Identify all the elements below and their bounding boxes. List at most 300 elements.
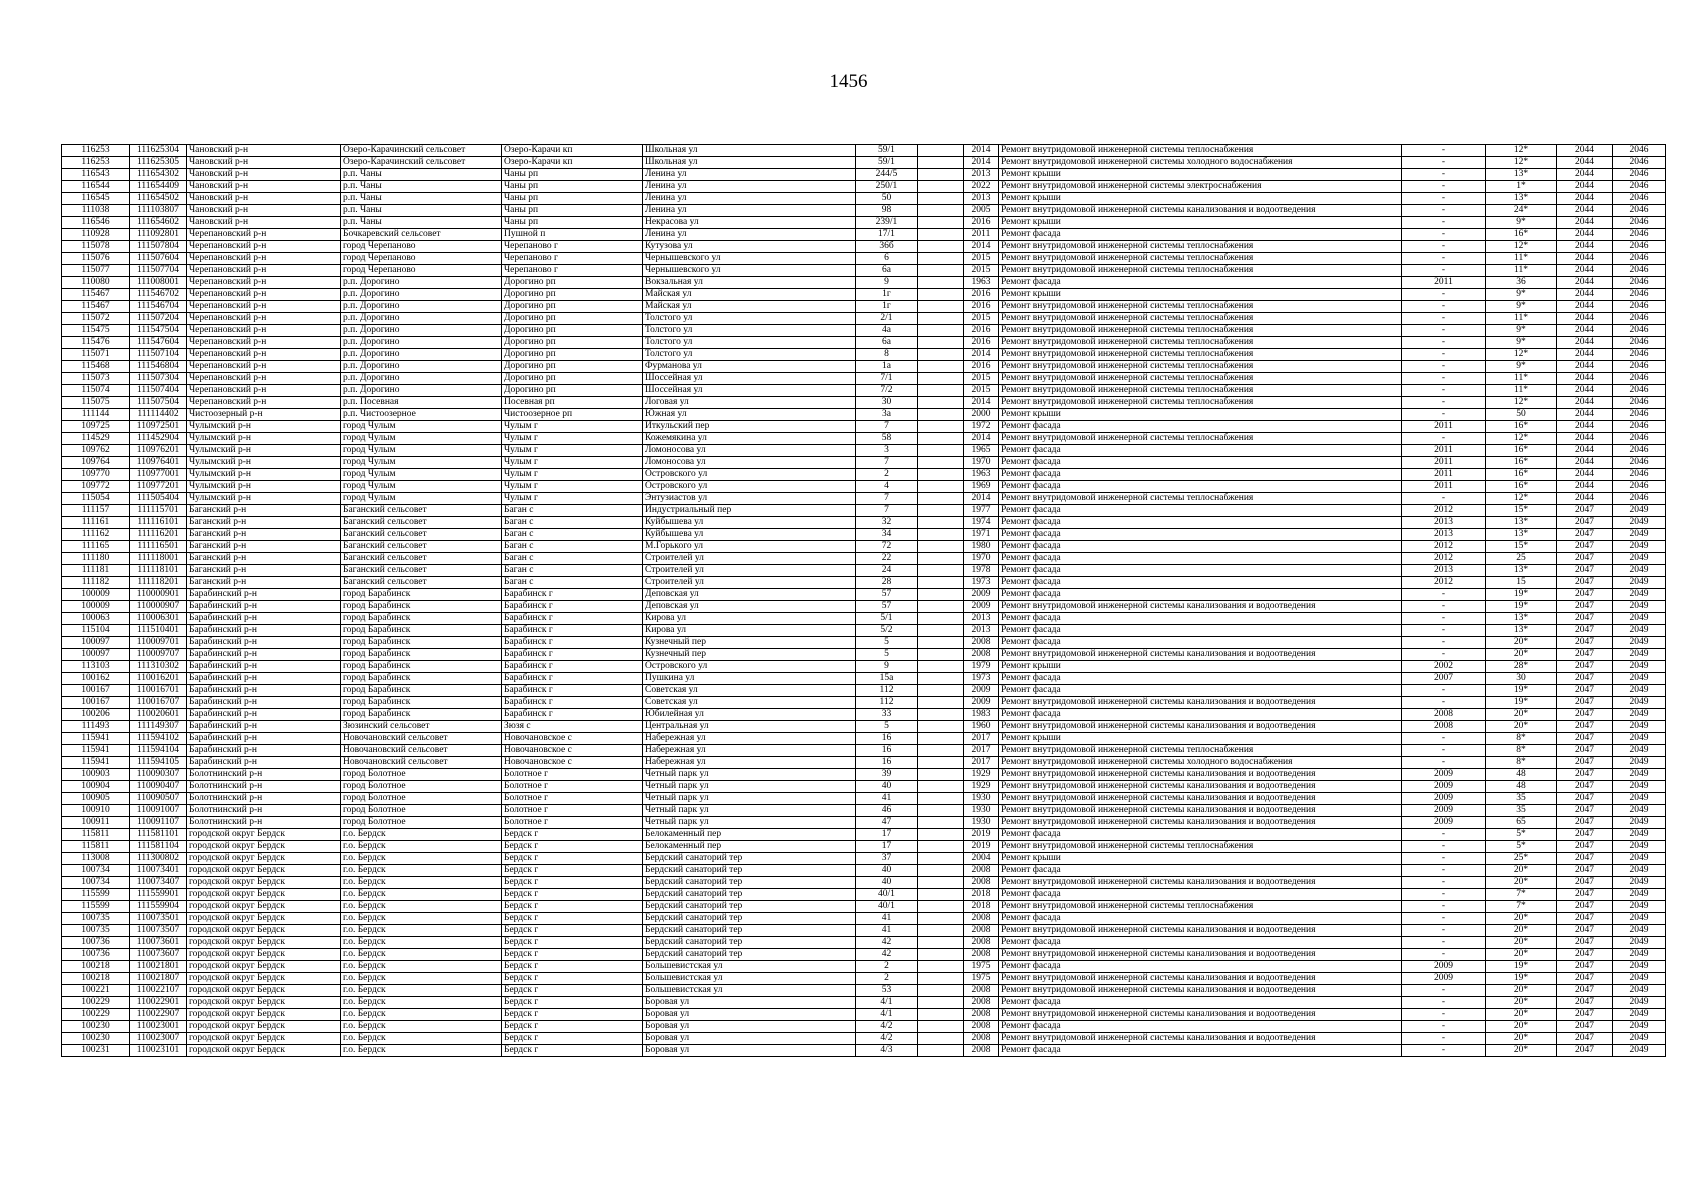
cell-work-type: Ремонт фасада [999, 529, 1402, 541]
cell-district: городской округ Бердск [187, 937, 341, 949]
cell-last-repair-year: - [1402, 361, 1486, 373]
cell-element-code: 110073407 [130, 877, 187, 889]
cell-start-year: 2044 [1557, 181, 1613, 193]
cell-wear: 11* [1486, 385, 1557, 397]
cell-work-type: Ремонт фасада [999, 913, 1402, 925]
cell-wear: 20* [1486, 925, 1557, 937]
cell-work-type: Ремонт внутридомовой инженерной системы канализования и водоотведения [999, 805, 1402, 817]
cell-wear: 16* [1486, 445, 1557, 457]
cell-wear: 1* [1486, 181, 1557, 193]
table-row [62, 385, 1666, 397]
cell-work-type: Ремонт фасада [999, 541, 1402, 553]
cell-end-year: 2046 [1613, 373, 1666, 385]
table-row [62, 745, 1666, 757]
cell-settlement: Барабинск г [502, 697, 643, 709]
cell-year: 2014 [964, 433, 999, 445]
cell-record-id: 110928 [62, 229, 130, 241]
cell-municipality: город Болотное [341, 769, 502, 781]
table-row [62, 853, 1666, 865]
cell-district: Баганский р-н [187, 529, 341, 541]
table-row [62, 505, 1666, 517]
cell-empty-column [918, 1009, 964, 1021]
cell-element-code: 111546804 [130, 361, 187, 373]
cell-last-repair-year: - [1402, 1021, 1486, 1033]
table-row [62, 793, 1666, 805]
cell-start-year: 2047 [1557, 541, 1613, 553]
cell-street: Большевистская ул [643, 973, 856, 985]
table-row [62, 193, 1666, 205]
cell-record-id: 100910 [62, 805, 130, 817]
cell-element-code: 111654602 [130, 217, 187, 229]
cell-district: Болотнинский р-н [187, 769, 341, 781]
cell-municipality: город Чулым [341, 433, 502, 445]
cell-end-year: 2049 [1613, 757, 1666, 769]
cell-street: Белокаменный пер [643, 829, 856, 841]
cell-empty-column [918, 241, 964, 253]
cell-work-type: Ремонт фасада [999, 1021, 1402, 1033]
table-row [62, 841, 1666, 853]
cell-element-code: 110023101 [130, 1045, 187, 1057]
cell-wear: 13* [1486, 529, 1557, 541]
cell-end-year: 2046 [1613, 193, 1666, 205]
cell-year: 1975 [964, 961, 999, 973]
cell-end-year: 2049 [1613, 673, 1666, 685]
cell-start-year: 2044 [1557, 397, 1613, 409]
cell-municipality: р.п. Чаны [341, 205, 502, 217]
cell-year: 2014 [964, 349, 999, 361]
cell-start-year: 2047 [1557, 697, 1613, 709]
cell-last-repair-year: - [1402, 301, 1486, 313]
cell-year: 2015 [964, 385, 999, 397]
cell-wear: 36 [1486, 277, 1557, 289]
cell-work-type: Ремонт фасада [999, 553, 1402, 565]
cell-empty-column [918, 661, 964, 673]
cell-house-number: 5 [856, 637, 918, 649]
cell-work-type: Ремонт внутридомовой инженерной системы канализования и водоотведения [999, 769, 1402, 781]
cell-year: 1977 [964, 505, 999, 517]
cell-house-number: 58 [856, 433, 918, 445]
cell-street: Индустриальный пер [643, 505, 856, 517]
cell-last-repair-year: - [1402, 853, 1486, 865]
cell-record-id: 100911 [62, 817, 130, 829]
cell-work-type: Ремонт фасада [999, 865, 1402, 877]
cell-work-type: Ремонт внутридомовой инженерной системы канализования и водоотведения [999, 697, 1402, 709]
cell-street: Деповская ул [643, 589, 856, 601]
cell-municipality: город Болотное [341, 817, 502, 829]
cell-last-repair-year: - [1402, 589, 1486, 601]
cell-record-id: 100097 [62, 637, 130, 649]
cell-municipality: р.п. Дорогино [341, 361, 502, 373]
cell-settlement: Новочановское с [502, 745, 643, 757]
cell-house-number: 7 [856, 505, 918, 517]
cell-municipality: город Барабинск [341, 625, 502, 637]
cell-empty-column [918, 553, 964, 565]
cell-work-type: Ремонт внутридомовой инженерной системы теплоснабжения [999, 325, 1402, 337]
cell-record-id: 115075 [62, 397, 130, 409]
cell-start-year: 2047 [1557, 805, 1613, 817]
cell-street: Кирова ул [643, 613, 856, 625]
cell-settlement: Болотное г [502, 805, 643, 817]
cell-start-year: 2047 [1557, 721, 1613, 733]
cell-municipality: город Черепаново [341, 253, 502, 265]
cell-street: Боровая ул [643, 997, 856, 1009]
cell-year: 2014 [964, 493, 999, 505]
cell-settlement: Черепаново г [502, 253, 643, 265]
cell-work-type: Ремонт внутридомовой инженерной системы канализования и водоотведения [999, 1033, 1402, 1045]
cell-wear: 11* [1486, 313, 1557, 325]
cell-wear: 13* [1486, 169, 1557, 181]
cell-year: 1974 [964, 517, 999, 529]
cell-empty-column [918, 841, 964, 853]
cell-end-year: 2049 [1613, 865, 1666, 877]
cell-record-id: 111144 [62, 409, 130, 421]
cell-empty-column [918, 673, 964, 685]
cell-work-type: Ремонт внутридомовой инженерной системы теплоснабжения [999, 361, 1402, 373]
cell-street: Толстого ул [643, 313, 856, 325]
cell-end-year: 2049 [1613, 733, 1666, 745]
cell-house-number: 6а [856, 337, 918, 349]
cell-empty-column [918, 853, 964, 865]
cell-municipality: Зюзинский сельсовет [341, 721, 502, 733]
cell-house-number: 1г [856, 301, 918, 313]
cell-empty-column [918, 733, 964, 745]
cell-settlement: Черепаново г [502, 265, 643, 277]
cell-wear: 9* [1486, 217, 1557, 229]
cell-house-number: 5 [856, 721, 918, 733]
cell-work-type: Ремонт внутридомовой инженерной системы теплоснабжения [999, 253, 1402, 265]
cell-work-type: Ремонт фасада [999, 709, 1402, 721]
cell-element-code: 110020601 [130, 709, 187, 721]
cell-municipality: г.о. Бердск [341, 997, 502, 1009]
cell-district: Чановский р-н [187, 169, 341, 181]
cell-record-id: 100229 [62, 1009, 130, 1021]
cell-last-repair-year: 2012 [1402, 577, 1486, 589]
cell-wear: 15* [1486, 541, 1557, 553]
cell-district: городской округ Бердск [187, 985, 341, 997]
cell-last-repair-year: - [1402, 601, 1486, 613]
cell-last-repair-year: 2008 [1402, 721, 1486, 733]
cell-element-code: 110073607 [130, 949, 187, 961]
cell-settlement: Баган с [502, 577, 643, 589]
cell-municipality: г.о. Бердск [341, 853, 502, 865]
cell-start-year: 2047 [1557, 973, 1613, 985]
cell-year: 2011 [964, 229, 999, 241]
cell-start-year: 2044 [1557, 241, 1613, 253]
cell-settlement: Бердск г [502, 937, 643, 949]
cell-year: 2009 [964, 697, 999, 709]
cell-district: городской округ Бердск [187, 961, 341, 973]
cell-street: Бердский санаторий тер [643, 853, 856, 865]
cell-wear: 12* [1486, 433, 1557, 445]
cell-end-year: 2046 [1613, 289, 1666, 301]
cell-house-number: 41 [856, 793, 918, 805]
cell-street: Строителей ул [643, 565, 856, 577]
cell-municipality: г.о. Бердск [341, 829, 502, 841]
cell-element-code: 110976401 [130, 457, 187, 469]
cell-street: Строителей ул [643, 553, 856, 565]
cell-municipality: город Чулым [341, 457, 502, 469]
cell-empty-column [918, 481, 964, 493]
cell-street: Шоссейная ул [643, 373, 856, 385]
cell-street: Боровая ул [643, 1021, 856, 1033]
cell-street: Четный парк ул [643, 817, 856, 829]
cell-settlement: Барабинск г [502, 661, 643, 673]
cell-house-number: 40/1 [856, 901, 918, 913]
cell-start-year: 2044 [1557, 373, 1613, 385]
cell-year: 1963 [964, 469, 999, 481]
cell-end-year: 2049 [1613, 793, 1666, 805]
cell-element-code: 111116101 [130, 517, 187, 529]
cell-municipality: р.п. Дорогино [341, 349, 502, 361]
cell-municipality: город Чулым [341, 481, 502, 493]
cell-element-code: 111092801 [130, 229, 187, 241]
table-row [62, 949, 1666, 961]
cell-record-id: 115468 [62, 361, 130, 373]
cell-district: Черепановский р-н [187, 301, 341, 313]
cell-empty-column [918, 313, 964, 325]
cell-empty-column [918, 925, 964, 937]
cell-start-year: 2044 [1557, 193, 1613, 205]
cell-district: Черепановский р-н [187, 349, 341, 361]
cell-work-type: Ремонт крыши [999, 289, 1402, 301]
cell-year: 2014 [964, 397, 999, 409]
cell-wear: 16* [1486, 229, 1557, 241]
cell-district: городской округ Бердск [187, 1009, 341, 1021]
cell-district: Чулымский р-н [187, 469, 341, 481]
cell-wear: 20* [1486, 865, 1557, 877]
cell-end-year: 2049 [1613, 721, 1666, 733]
cell-last-repair-year: 2013 [1402, 529, 1486, 541]
cell-work-type: Ремонт внутридомовой инженерной системы холодного водоснабжения [999, 757, 1402, 769]
table-row [62, 877, 1666, 889]
cell-district: Чулымский р-н [187, 493, 341, 505]
cell-start-year: 2047 [1557, 877, 1613, 889]
cell-street: Набережная ул [643, 733, 856, 745]
cell-district: Чулымский р-н [187, 481, 341, 493]
cell-settlement: Дорогино рп [502, 337, 643, 349]
cell-record-id: 113103 [62, 661, 130, 673]
cell-empty-column [918, 865, 964, 877]
cell-element-code: 111547604 [130, 337, 187, 349]
cell-work-type: Ремонт внутридомовой инженерной системы теплоснабжения [999, 397, 1402, 409]
cell-end-year: 2049 [1613, 769, 1666, 781]
cell-year: 2016 [964, 217, 999, 229]
cell-municipality: г.о. Бердск [341, 961, 502, 973]
cell-work-type: Ремонт фасада [999, 445, 1402, 457]
cell-element-code: 111546704 [130, 301, 187, 313]
cell-district: Чулымский р-н [187, 445, 341, 457]
cell-wear: 5* [1486, 841, 1557, 853]
cell-municipality: р.п. Чаны [341, 217, 502, 229]
table-row [62, 337, 1666, 349]
cell-municipality: город Чулым [341, 469, 502, 481]
table-row [62, 829, 1666, 841]
cell-house-number: 17 [856, 841, 918, 853]
cell-work-type: Ремонт фасада [999, 997, 1402, 1009]
cell-district: городской округ Бердск [187, 1021, 341, 1033]
cell-record-id: 111038 [62, 205, 130, 217]
cell-district: Болотнинский р-н [187, 805, 341, 817]
cell-element-code: 111118101 [130, 565, 187, 577]
table-row [62, 961, 1666, 973]
cell-district: городской округ Бердск [187, 829, 341, 841]
cell-house-number: 22 [856, 553, 918, 565]
cell-wear: 8* [1486, 745, 1557, 757]
cell-settlement: Дорогино рп [502, 313, 643, 325]
cell-last-repair-year: 2011 [1402, 421, 1486, 433]
cell-element-code: 110016701 [130, 685, 187, 697]
cell-district: Баганский р-н [187, 565, 341, 577]
cell-year: 2016 [964, 337, 999, 349]
cell-record-id: 100904 [62, 781, 130, 793]
cell-record-id: 100734 [62, 877, 130, 889]
table-row [62, 217, 1666, 229]
cell-work-type: Ремонт внутридомовой инженерной системы теплоснабжения [999, 241, 1402, 253]
cell-last-repair-year: 2011 [1402, 469, 1486, 481]
cell-work-type: Ремонт внутридомовой инженерной системы канализования и водоотведения [999, 205, 1402, 217]
cell-start-year: 2044 [1557, 265, 1613, 277]
cell-work-type: Ремонт внутридомовой инженерной системы теплоснабжения [999, 265, 1402, 277]
cell-settlement: Зюзя с [502, 721, 643, 733]
cell-settlement: Барабинск г [502, 673, 643, 685]
cell-start-year: 2044 [1557, 445, 1613, 457]
cell-municipality: город Болотное [341, 781, 502, 793]
cell-street: Деповская ул [643, 601, 856, 613]
cell-record-id: 115811 [62, 829, 130, 841]
cell-settlement: Чаны рп [502, 193, 643, 205]
cell-element-code: 111559904 [130, 901, 187, 913]
table-row [62, 145, 1666, 157]
cell-district: Барабинский р-н [187, 673, 341, 685]
cell-house-number: 36б [856, 241, 918, 253]
cell-last-repair-year: - [1402, 229, 1486, 241]
cell-empty-column [918, 541, 964, 553]
cell-start-year: 2047 [1557, 889, 1613, 901]
cell-street: Майская ул [643, 301, 856, 313]
cell-house-number: 41 [856, 913, 918, 925]
table-row [62, 625, 1666, 637]
cell-end-year: 2049 [1613, 841, 1666, 853]
cell-element-code: 110090407 [130, 781, 187, 793]
cell-element-code: 110006301 [130, 613, 187, 625]
cell-wear: 7* [1486, 889, 1557, 901]
cell-record-id: 110080 [62, 277, 130, 289]
cell-wear: 20* [1486, 709, 1557, 721]
cell-empty-column [918, 469, 964, 481]
cell-house-number: 40/1 [856, 889, 918, 901]
cell-district: Чулымский р-н [187, 433, 341, 445]
cell-start-year: 2047 [1557, 985, 1613, 997]
cell-year: 2008 [964, 925, 999, 937]
table-row [62, 421, 1666, 433]
cell-last-repair-year: - [1402, 949, 1486, 961]
cell-district: городской округ Бердск [187, 877, 341, 889]
cell-wear: 15 [1486, 577, 1557, 589]
cell-year: 2008 [964, 1021, 999, 1033]
cell-house-number: 50 [856, 193, 918, 205]
cell-street: Бердский санаторий тер [643, 877, 856, 889]
cell-street: Энтузиастов ул [643, 493, 856, 505]
cell-year: 1975 [964, 973, 999, 985]
table-row [62, 613, 1666, 625]
cell-work-type: Ремонт внутридомовой инженерной системы теплоснабжения [999, 385, 1402, 397]
cell-district: Баганский р-н [187, 553, 341, 565]
cell-wear: 9* [1486, 361, 1557, 373]
cell-element-code: 110091107 [130, 817, 187, 829]
cell-house-number: 239/1 [856, 217, 918, 229]
cell-element-code: 111452904 [130, 433, 187, 445]
cell-year: 1930 [964, 793, 999, 805]
cell-year: 2004 [964, 853, 999, 865]
cell-district: городской округ Бердск [187, 853, 341, 865]
cell-element-code: 111507604 [130, 253, 187, 265]
cell-end-year: 2049 [1613, 709, 1666, 721]
cell-year: 2017 [964, 745, 999, 757]
cell-house-number: 30 [856, 397, 918, 409]
cell-empty-column [918, 901, 964, 913]
cell-work-type: Ремонт фасада [999, 565, 1402, 577]
cell-last-repair-year: - [1402, 913, 1486, 925]
cell-settlement: Пушной п [502, 229, 643, 241]
cell-street: Набережная ул [643, 745, 856, 757]
cell-year: 2013 [964, 193, 999, 205]
cell-year: 1983 [964, 709, 999, 721]
cell-house-number: 47 [856, 817, 918, 829]
cell-start-year: 2047 [1557, 649, 1613, 661]
cell-wear: 11* [1486, 373, 1557, 385]
table-row [62, 397, 1666, 409]
table-row [62, 253, 1666, 265]
cell-end-year: 2046 [1613, 421, 1666, 433]
cell-year: 1973 [964, 577, 999, 589]
cell-wear: 20* [1486, 877, 1557, 889]
cell-settlement: Дорогино рп [502, 325, 643, 337]
table-row [62, 565, 1666, 577]
cell-record-id: 115599 [62, 889, 130, 901]
cell-element-code: 110000907 [130, 601, 187, 613]
cell-year: 1979 [964, 661, 999, 673]
cell-settlement: Барабинск г [502, 637, 643, 649]
cell-settlement: Дорогино рп [502, 289, 643, 301]
cell-municipality: Новочановский сельсовет [341, 745, 502, 757]
cell-empty-column [918, 253, 964, 265]
cell-municipality: р.п. Дорогино [341, 289, 502, 301]
cell-start-year: 2044 [1557, 421, 1613, 433]
table-row [62, 481, 1666, 493]
cell-element-code: 111594102 [130, 733, 187, 745]
cell-district: городской округ Бердск [187, 997, 341, 1009]
cell-empty-column [918, 745, 964, 757]
cell-start-year: 2047 [1557, 997, 1613, 1009]
table-row [62, 901, 1666, 913]
cell-district: Чановский р-н [187, 217, 341, 229]
cell-wear: 24* [1486, 205, 1557, 217]
cell-street: Ленина ул [643, 181, 856, 193]
cell-record-id: 100221 [62, 985, 130, 997]
cell-empty-column [918, 889, 964, 901]
cell-work-type: Ремонт внутридомовой инженерной системы теплоснабжения [999, 349, 1402, 361]
cell-municipality: г.о. Бердск [341, 985, 502, 997]
cell-empty-column [918, 157, 964, 169]
cell-settlement: Бердск г [502, 961, 643, 973]
cell-year: 1969 [964, 481, 999, 493]
cell-wear: 20* [1486, 997, 1557, 1009]
cell-municipality: Баганский сельсовет [341, 565, 502, 577]
cell-last-repair-year: 2009 [1402, 793, 1486, 805]
cell-year: 2015 [964, 313, 999, 325]
cell-end-year: 2049 [1613, 937, 1666, 949]
cell-street: Толстого ул [643, 349, 856, 361]
